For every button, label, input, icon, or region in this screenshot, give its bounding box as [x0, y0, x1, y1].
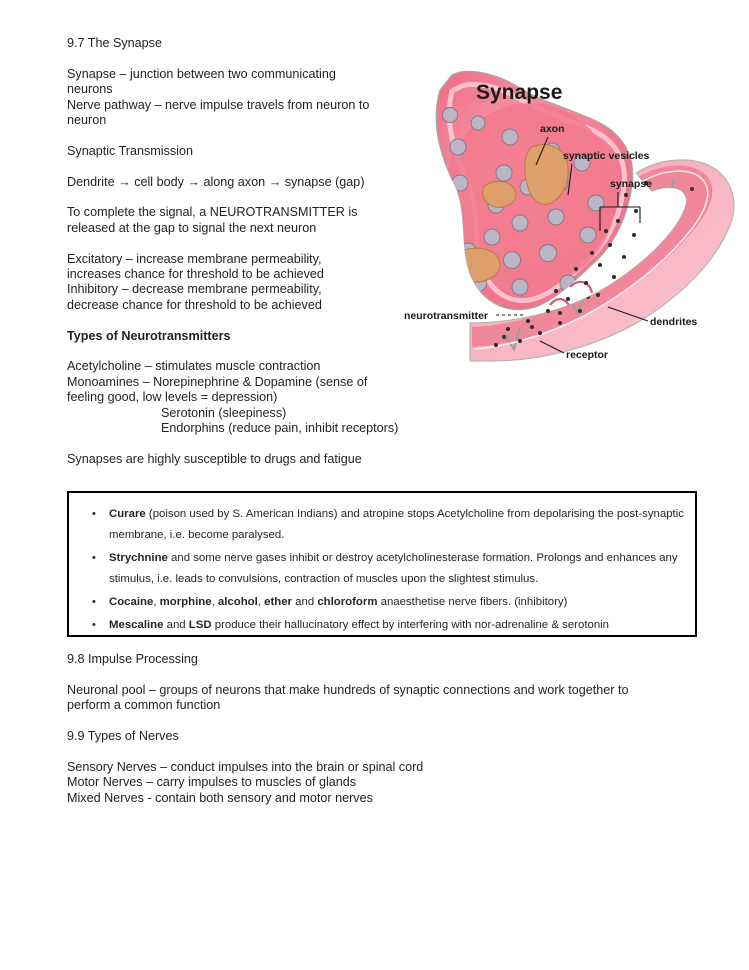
label-synapse: synapse [610, 178, 653, 190]
diagram-title: Synapse [476, 81, 563, 104]
bullet-text: and [291, 596, 318, 608]
bullet-text: , [257, 596, 265, 608]
drug-name: Strychnine [109, 552, 168, 564]
notes-text-lower [67, 652, 707, 806]
acetylcholine: Acetylcholine – stimulates muscle contraction [67, 359, 321, 374]
excitatory-2: increases chance for threshold to be achieved [67, 267, 324, 282]
spacer-line [67, 51, 417, 66]
mixed-nerves: Mixed Nerves - contain both sensory and motor nerves [67, 790, 373, 805]
synapse-diagram [400, 55, 749, 385]
types-heading: Types of Neurotransmitters [67, 328, 231, 343]
drug-name: LSD [188, 619, 212, 631]
label-neurotransmitter: neurotransmitter [404, 310, 489, 322]
neuronal-pool-2: perform a common function [67, 698, 221, 713]
bullet-text: produce their hallucinatory effect by interfering with nor-adrenaline & serotonin [211, 619, 610, 631]
label-synaptic-vesicles: synaptic vesicles [563, 150, 650, 162]
neuronal-pool-1: Neuronal pool – groups of neurons that make hundreds of synaptic connections and work together to [67, 682, 629, 697]
drug-name: ether [264, 596, 292, 608]
heading-98: 9.8 Impulse Processing [67, 652, 198, 666]
spacer-line [67, 128, 417, 143]
inhibitory-1: Inhibitory – decrease membrane permeability, [67, 282, 322, 297]
endorphins: Endorphins (reduce pain, inhibit receptors) [161, 421, 399, 436]
synapse-def-1: Synapse – junction between two communicating [67, 66, 336, 81]
bullet-text: (poison used by S. American Indians) and atropine stops Acetylcholine from depolarising the post-synaptic membrane, i.e. become paralysed. [109, 508, 684, 541]
spacer-line [67, 714, 707, 729]
spacer-line [67, 313, 417, 328]
label-axon: axon [540, 123, 565, 135]
spacer-line [67, 436, 417, 451]
drug-name: Cocaine [109, 596, 154, 608]
nerve-pathway-2: neuron [67, 113, 107, 128]
pathway-chain: Dendrite → cell body → along axon → synapse (gap) [67, 174, 365, 189]
spacer-line [67, 344, 417, 359]
drug-name: Curare [109, 508, 146, 520]
spacer-line [67, 744, 707, 759]
presynaptic-axon-terminal [436, 71, 632, 309]
spacer-line [67, 190, 417, 205]
synapse-def-2: neurons [67, 82, 113, 97]
drug-name: morphine [159, 596, 212, 608]
spacer-line [67, 236, 417, 251]
nerve-pathway-1: Nerve pathway – nerve impulse travels from neuron to [67, 97, 370, 112]
label-receptor: receptor [566, 349, 609, 361]
drug-bullet-list [69, 493, 695, 636]
bullet-text: and some nerve gases inhibit or destroy acetylcholinesterase formation. Prolongs and enhances any stimulus, i.e. leads to convulsions, contraction of muscles upon the slightest stimulus. [109, 552, 678, 585]
drug-name: Mescaline [109, 619, 164, 631]
bullet-curare [109, 504, 685, 546]
bullet-cocaine [109, 592, 685, 613]
sensory-nerves: Sensory Nerves – conduct impulses into the brain or spinal cord [67, 759, 424, 774]
label-dendrites: dendrites [650, 316, 698, 328]
bullet-strychnine [109, 548, 685, 590]
serotonin: Serotonin (sleepiness) [161, 405, 287, 420]
monoamines-1: Monoamines – Norepinephrine & Dopamine (sense of [67, 374, 368, 389]
bullet-text: and [163, 619, 189, 631]
drug-effects-box [67, 491, 697, 637]
heading-97: 9.7 The Synapse [67, 36, 162, 50]
synaptic-transmission-heading: Synaptic Transmission [67, 143, 193, 158]
bullet-text: , [153, 596, 160, 608]
susceptible: Synapses are highly susceptible to drugs and fatigue [67, 451, 362, 466]
heading-99: 9.9 Types of Nerves [67, 729, 179, 743]
notes-text-column [67, 36, 417, 467]
drug-name: chloroform [317, 596, 378, 608]
inhibitory-2: decrease chance for threshold to be achieved [67, 297, 322, 312]
spacer-line [67, 159, 417, 174]
neurotransmitter-signal-2: released at the gap to signal the next neuron [67, 220, 317, 235]
excitatory-1: Excitatory – increase membrane permeability, [67, 251, 322, 266]
neurotransmitter-signal-1: To complete the signal, a NEUROTRANSMITTER is [67, 205, 358, 220]
drug-name: alcohol [217, 596, 258, 608]
spacer-line [67, 667, 707, 682]
monoamines-2: feeling good, low levels = depression) [67, 390, 278, 405]
bullet-text: , [211, 596, 218, 608]
motor-nerves: Motor Nerves – carry impulses to muscles of glands [67, 775, 357, 790]
bullet-text: anaesthetise nerve fibers. (inhibitory) [377, 596, 568, 608]
bullet-mescaline [109, 615, 685, 636]
